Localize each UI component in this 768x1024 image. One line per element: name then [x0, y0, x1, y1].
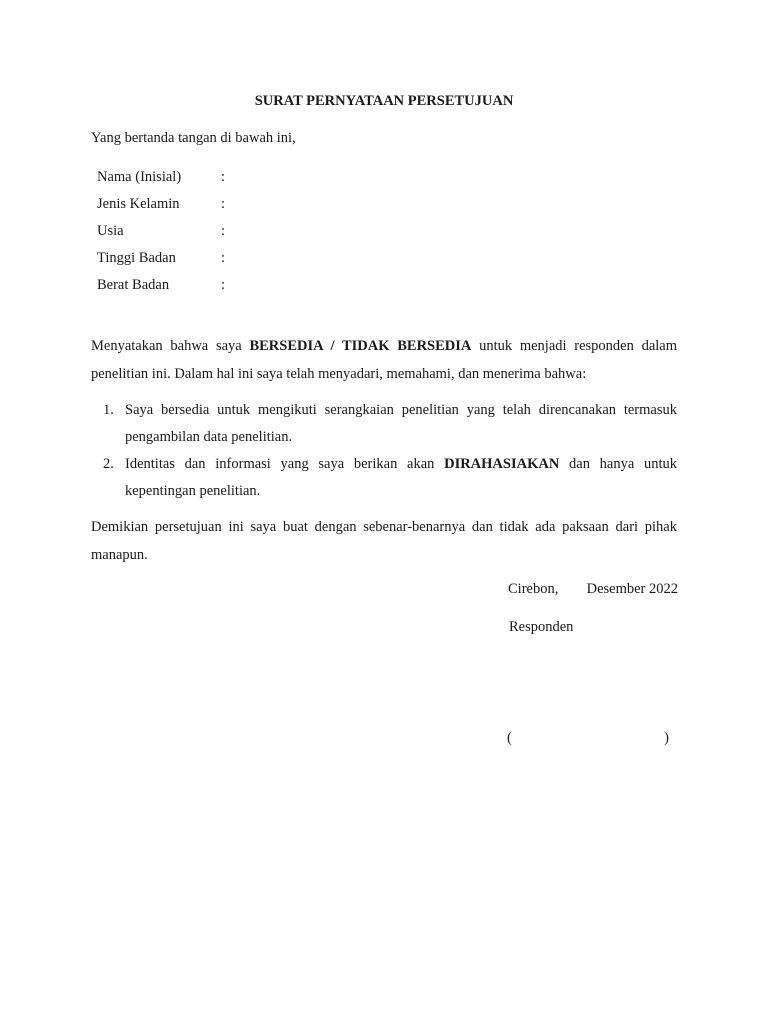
list-text-bold: DIRAHASIAKAN [444, 456, 560, 472]
list-text-before: Identitas dan informasi yang saya berikan akan [125, 456, 445, 472]
list-number: 2. [103, 456, 114, 472]
signature-role: Responden [509, 619, 574, 635]
closing-paragraph: Demikian persetujuan ini saya buat dengan sebenar-benarnya dan tidak ada paksaan dari pihak manapun. [91, 519, 677, 563]
list-text-before: Saya bersedia untuk mengikuti serangkaian penelitian yang telah direncanakan termasuk pengambilan data penelitian. [125, 402, 677, 445]
field-label: Usia [97, 223, 124, 239]
city-date-line [508, 581, 678, 598]
consent-list [91, 397, 677, 505]
signature-line [507, 730, 669, 747]
field-row-gender [97, 194, 231, 221]
list-text [125, 397, 677, 451]
field-colon: : [221, 223, 226, 239]
city-text: Cirebon, [508, 581, 559, 597]
signature-close-paren: ) [664, 730, 669, 746]
statement-text: Menyatakan bahwa saya [91, 338, 250, 354]
intro-text: Yang bertanda tangan di bawah ini, [91, 130, 296, 146]
signature-open-paren: ( [507, 730, 512, 746]
field-label: Jenis Kelamin [97, 196, 180, 212]
list-item [91, 397, 677, 451]
field-colon: : [221, 196, 226, 212]
list-item [91, 451, 677, 505]
statement-text-end: untuk menjadi responden dalam penelitian ini. Dalam hal ini saya telah menyadari, memahami, dan menerima bahwa: [91, 338, 678, 382]
list-text-after: dan hanya untuk kepentingan penelitian. [125, 456, 677, 499]
field-row-height [97, 248, 231, 275]
list-text [125, 451, 677, 505]
field-colon: : [221, 277, 226, 293]
field-label: Nama (Inisial) [97, 169, 182, 185]
document-title: SURAT PERNYATAAN PERSETUJUAN [254, 93, 514, 109]
statement-paragraph [91, 333, 677, 388]
identity-fields [97, 167, 231, 302]
field-row-weight [97, 275, 231, 302]
field-row-name [97, 167, 231, 194]
statement-emphasis: BERSEDIA / TIDAK BERSEDIA [249, 338, 472, 354]
list-number: 1. [103, 402, 114, 418]
field-label: Berat Badan [97, 277, 170, 293]
date-text: Desember 2022 [586, 581, 678, 597]
field-colon: : [221, 250, 226, 266]
field-row-age [97, 221, 231, 248]
field-label: Tinggi Badan [97, 250, 176, 266]
field-colon: : [221, 169, 226, 185]
